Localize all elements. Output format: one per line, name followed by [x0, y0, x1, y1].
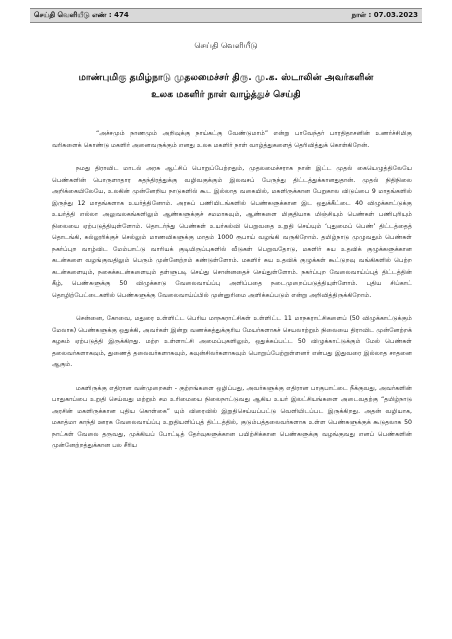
title-line-2: உலக மகளிர் நாள் வாழ்த்துச் செய்தி: [151, 89, 301, 100]
page-title: [40, 69, 412, 103]
body-text: [52, 128, 412, 464]
release-number: செய்தி வெளியீடு எண் : 474: [34, 11, 129, 19]
title-line-1: மாண்புமிகு தமிழ்நாடு முதலமைச்சர் திரு. மு.க. ஸ்டாலின் அவர்களின்: [78, 72, 374, 83]
release-date: நாள் : 07.03.2023: [351, 11, 418, 19]
paragraph-4: மகளிருக்கு எதிரான வன்முறைகள் - குற்றங்களை ஒழிப்பது, அவர்களுக்கு எதிரான பாகுபாட்டை நீக்குவது, அவர்களின் பாதுகாப்பை உறுதி செய்வது மற்றும் சம உரிமையை நிலைநாட்டுவது ஆகிய உயர் இலட்சியங்களை அடைவதற்கு “தமிழ்நாடு அரசின் மகளிருக்கான புதிய கொள்கை” யும் விரைவில் இறுதிசெய்யப்பட்டு வெளியிடப்பட இருக்கிறது. அதன் வழியாக, மகாத்மா காந்தி ஊரக வேலைவாய்ப்பு உறுதியளிப்புத் திட்டத்தில், குடும்பத்தலைவர்களாக உள்ள பெண்களுக்குக் கூடுதலாக 50 நாட்கள் வேலை தருவது, முக்கியப் போட்டித் தேர்வுகளுக்கான பயிற்சிக்கான பெண்களுக்கு வழங்குவது எனப் பெண்களின் முன்னேற்றத்துக்கான பல சீரிய: [52, 384, 412, 449]
paragraph-3: சென்னை, கோவை, மதுரை உள்ளிட்ட பெரிய மாநகராட்சிகள் உள்ளிட்ட 11 மாநகராட்சிகளைப் (50 விழுக்காட்டுக்கும் மேலாக) பெண்களுக்கு ஒதுக்கி, அவர்கள் இன்று வணக்கத்துக்குரிய மேயர்களாகச் செயலாற்றும் நிலையை திராவிட முன்னேற்றக் கழகம் ஏற்படுத்தி இருக்கிறது. மற்ற உள்ளாட்சி அமைப்புகளிலும், ஒதுக்கப்பட்ட 50 விழுக்காட்டுக்கும் மேல் பெண்கள் தலைவர்களாகவும், துணைத் தலைவர்களாகவும், கவுன்சிலர்களாகவும் பொறுப்பேற்றுள்ளனர் என்பது இதுவரை இல்லாத சாதனை ஆகும்.: [52, 315, 412, 368]
header-bar: [30, 8, 422, 23]
paragraph-1: “அச்சமும் நாணமும் அறிவுக்கு நாய்கட்கு வேண்டுமாம்” என்று பாவேந்தர் பாரதிதாசனின் உணர்ச்சிமிகு வரிகளைக் கொண்டு மகளிர் அனைவருக்கும் எனது உலக மகளிர் நாள் வாழ்த்துகளைத் தெரிவித்துக் கொள்கிறேன்.: [52, 130, 412, 149]
document-type-label: செய்தி வெளியீடு: [194, 41, 258, 50]
paragraph-2: நமது திராவிட மாடல் அரசு ஆட்சிப் பொறுப்பேற்றதும், முதலமைச்சராக நான் இட்ட முதல் கையெழுத்திலேயே பெண்களின் பொருளாதார சுதந்திரத்துக்கு வழிவகுக்கும் இலவசப் பேருந்து திட்டத்துக்கானதுதான். முதல் நிதிநிலை அறிக்கையிலேயே, உலகின் முன்னேறிய நாடுகளில் கூட இல்லாத வகையில், மகளிருக்கான பேறுகால விடுப்பை 9 மாதங்களில் இருந்து 12 மாதங்களாக உயர்த்தினோம். அரசுப் பணியிடங்களில் பெண்களுக்கான இட ஒதுக்கீட்டை 40 விழுக்காட்டுக்கு உயர்த்தி எல்லா அலுவலகங்களிலும் ஆண்களுக்குச் சமமாகவும், ஆண்களை மிகுதியாக மிஞ்சியும் பெண்கள் பணிபுரியும் நிலையை ஏற்படுத்தியுள்ளோம். தொடர்ந்து பெண்கள் உயர்கல்வி பெறுவதை உறுதி செய்யும் ‘புதுமைப் பெண்’ திட்டத்தைத் தொடங்கி, கல்லூரிக்குச் செல்லும் மாணவிகளுக்கு மாதம் 1000 ரூபாய் வழங்கி வருகிறோம். தமிழ்நாடு முழுவதும் பெண்கள் நகர்ப்புற வாழ்விட மேம்பாட்டு வாரியக் குடியிருப்புகளில் வீடுகள் பெறுவதோடு, மகளிர் சுய உதவிக் குழுக்களுக்கான கடன்களை வழங்குவதிலும் பெரும் முன்னேற்றம் கண்டுள்ளோம். மகளிர் சுய உதவிக் குழுக்கள் கூட்டுறவு வங்கிகளில் பெற்ற கடன்களையும், நகைக்கடன்களையும் தள்ளுபடி செய்து சொன்னதைச் செய்துள்ளோம். நகர்ப்புற வேலைவாய்ப்புத் திட்டத்தின் கீழ், பெண்களுக்கு 50 விழுக்காடு வேலைவாய்ப்பு அளிப்பதை நடைமுறைப்படுத்தியுள்ளோம். புதிய சிப்காட் தொழிற்பேட்டைகளில் பெண்களுக்கு வேலைவாய்ப்பில் முன்னுரிமை அளிக்கப்படும் என்று அறிவித்திருக்கிறோம்.: [52, 165, 412, 299]
